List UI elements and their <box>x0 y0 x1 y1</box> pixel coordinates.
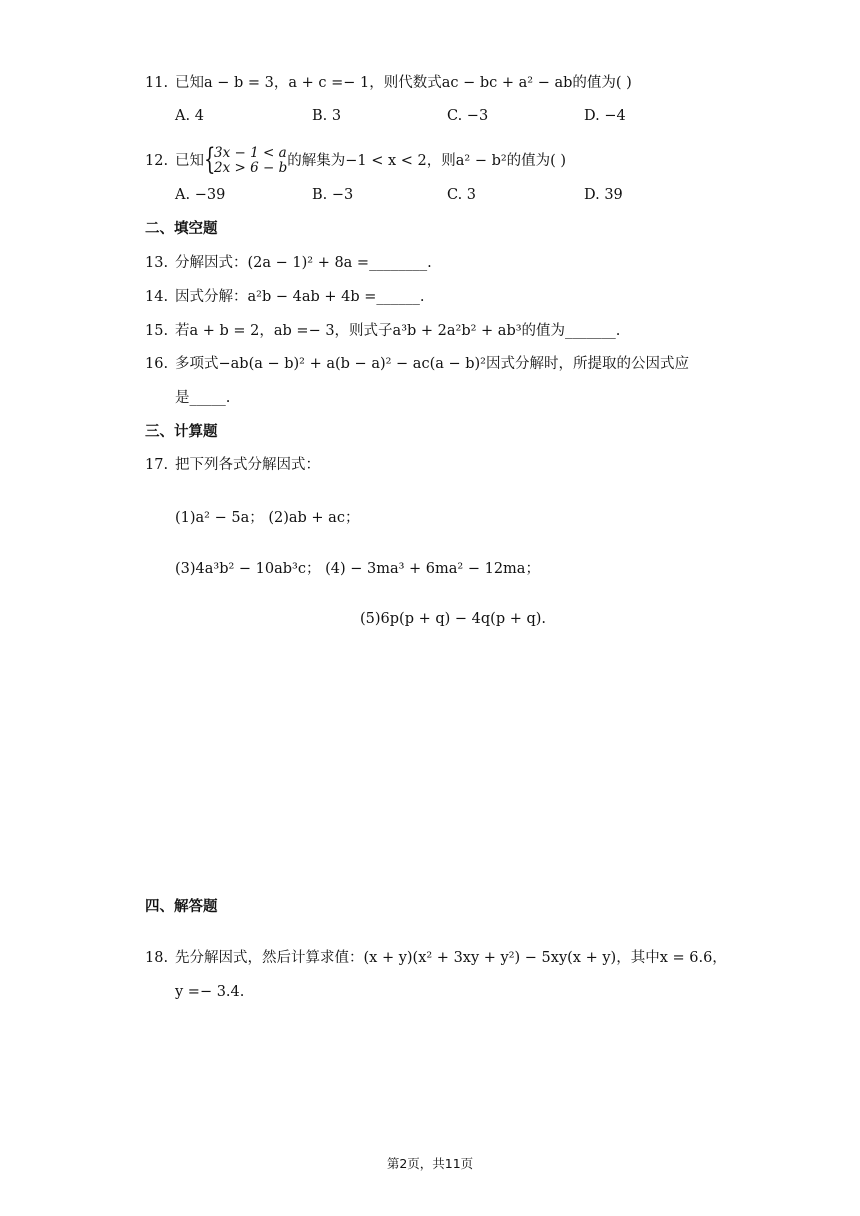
question-number: 12. <box>145 153 169 169</box>
question-18 <box>145 948 727 968</box>
question-number: 14. <box>145 289 169 305</box>
section-heading-fill-in: 二、填空题 <box>145 221 218 237</box>
section-heading-answer: 四、解答题 <box>145 899 218 915</box>
question-17-line-3: (5)6p(p + q) − 4q(p + q). <box>360 611 547 627</box>
system-line-2: 2x > 6 − b <box>214 160 288 176</box>
question-text: 先分解因式，然后计算求值：(x + y)(x² + 3xy + y²) − 5xy(x + y)，其中x = 6.6， <box>175 950 727 966</box>
question-text: 已知a − b = 3，a + c =− 1，则代数式ac − bc + a² − ab的值为( ) <box>175 75 632 91</box>
question-17-line-2: (3)4a³b² − 10ab³c； (4) − 3ma³ + 6ma² − 12ma； <box>175 561 540 577</box>
option-a: A. 4 <box>175 108 204 124</box>
option-c: C. 3 <box>447 187 477 203</box>
question-suffix: 的解集为−1 < x < 2，则a² − b²的值为( ) <box>287 153 567 169</box>
question-14 <box>145 287 425 307</box>
question-15 <box>145 321 620 341</box>
question-text: 因式分解：a²b − 4ab + 4b =______. <box>175 289 425 305</box>
question-number: 13. <box>145 255 169 271</box>
question-16-continuation: 是_____. <box>175 390 231 406</box>
inequality-system <box>204 142 288 177</box>
option-c: C. −3 <box>447 108 489 124</box>
question-text: 分解因式：(2a − 1)² + 8a =________. <box>175 255 432 271</box>
question-16 <box>145 354 689 374</box>
option-b: B. 3 <box>312 108 342 124</box>
question-prefix: 已知 <box>175 153 204 169</box>
option-d: D. −4 <box>584 108 626 124</box>
question-18-continuation: y =− 3.4. <box>175 984 245 1000</box>
page-footer: 第2页，共11页 <box>386 1156 474 1171</box>
question-number: 17. <box>145 457 169 473</box>
section-heading-calculation: 三、计算题 <box>145 424 218 440</box>
question-number: 18. <box>145 950 169 966</box>
question-text: 若a + b = 2，ab =− 3，则式子a³b + 2a²b² + ab³的值为_______. <box>175 323 621 339</box>
brace-icon: { <box>204 142 216 177</box>
question-17-line-1: (1)a² − 5a； (2)ab + ac； <box>175 510 360 526</box>
question-11 <box>145 73 632 93</box>
question-text: 多项式−ab(a − b)² + a(b − a)² − ac(a − b)²因式分解时，所提取的公因式应 <box>175 356 689 372</box>
option-a: A. −39 <box>175 187 226 203</box>
question-text: 把下列各式分解因式： <box>175 457 320 473</box>
question-12 <box>145 142 567 177</box>
option-d: D. 39 <box>584 187 623 203</box>
question-number: 15. <box>145 323 169 339</box>
system-line-1: 3x − 1 < a <box>214 145 287 161</box>
question-number: 16. <box>145 356 169 372</box>
question-17 <box>145 455 320 475</box>
question-13 <box>145 253 432 273</box>
question-number: 11. <box>145 75 169 91</box>
option-b: B. −3 <box>312 187 354 203</box>
